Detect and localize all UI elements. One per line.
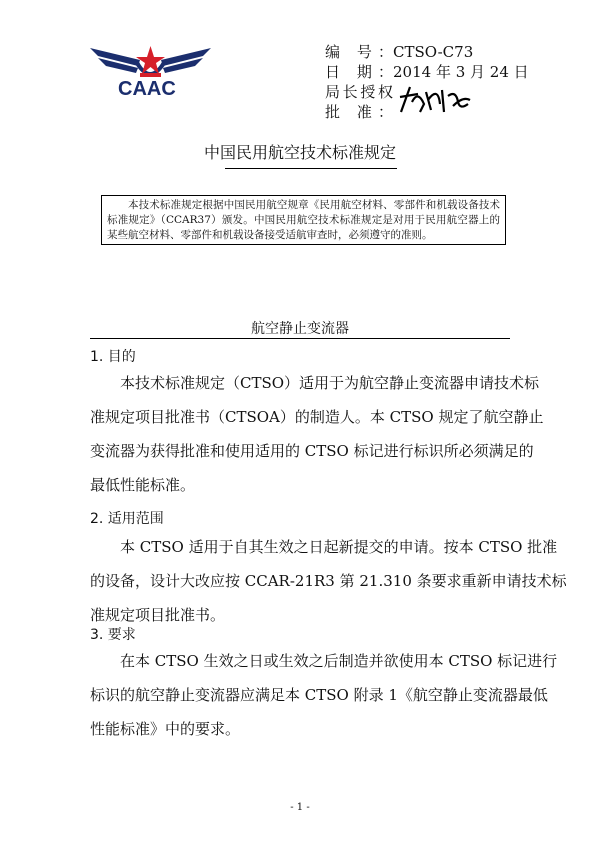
doc-number-field: 编 号：CTSO-C73: [325, 43, 474, 61]
title-divider: [225, 168, 397, 169]
notice-line: 标准规定》（CCAR37）颁发。中国民用航空技术标准规定是对用于民用航空器上的: [107, 214, 500, 226]
text-line: 在本 CTSO 生效之日或生效之后制造并欲使用本 CTSO 标记进行: [120, 652, 558, 670]
logo-text: CAAC: [118, 78, 176, 100]
notice-line: 某些航空材料、零部件和机载设备接受适航审查时，必须遵守的准则。: [107, 229, 433, 241]
text-line: 变流器为获得批准和使用适用的 CTSO 标记进行标识所必须满足的: [90, 442, 534, 460]
section-body-scope: [90, 530, 567, 632]
subtitle-divider: [90, 338, 510, 339]
text-line: 标识的航空静止变流器应满足本 CTSO 附录 1《航空静止变流器最低: [90, 686, 548, 704]
section-heading-scope: 2. 适用范围: [90, 511, 164, 527]
text-line: 性能标准》中的要求。: [90, 720, 241, 738]
text-line: 准规定项目批准书。: [90, 606, 226, 624]
text-line: 本 CTSO 适用于自其生效之日起新提交的申请。按本 CTSO 批准: [120, 538, 558, 556]
signature: [398, 82, 473, 117]
document-title: 中国民用航空技术标准规定: [203, 143, 396, 162]
text-line: 本技术标准规定（CTSO）适用于为航空静止变流器申请技术标: [120, 374, 540, 392]
notice-box: [101, 195, 506, 245]
section-body-purpose: [90, 366, 544, 502]
approval-label: 批 准：: [325, 103, 393, 121]
authorization-label: 局长授权: [325, 83, 393, 101]
date-field: 日 期：2014 年 3 月 24 日: [325, 63, 529, 81]
notice-line: 本技术标准规定根据中国民用航空规章《民用航空材料、零部件和机载设备技术: [128, 199, 500, 211]
text-line: 准规定项目批准书（CTSOA）的制造人。本 CTSO 规定了航空静止: [90, 408, 544, 426]
section-body-requirements: [90, 644, 558, 746]
section-heading-requirements: 3. 要求: [90, 627, 136, 643]
section-heading-purpose: 1. 目的: [90, 349, 136, 365]
page-number: - 1 -: [290, 802, 310, 813]
text-line: 的设备，设计大改应按 CCAR-21R3 第 21.310 条要求重新申请技术标: [90, 572, 567, 590]
subtitle: 航空静止变流器: [251, 321, 349, 337]
text-line: 最低性能标准。: [90, 476, 196, 494]
